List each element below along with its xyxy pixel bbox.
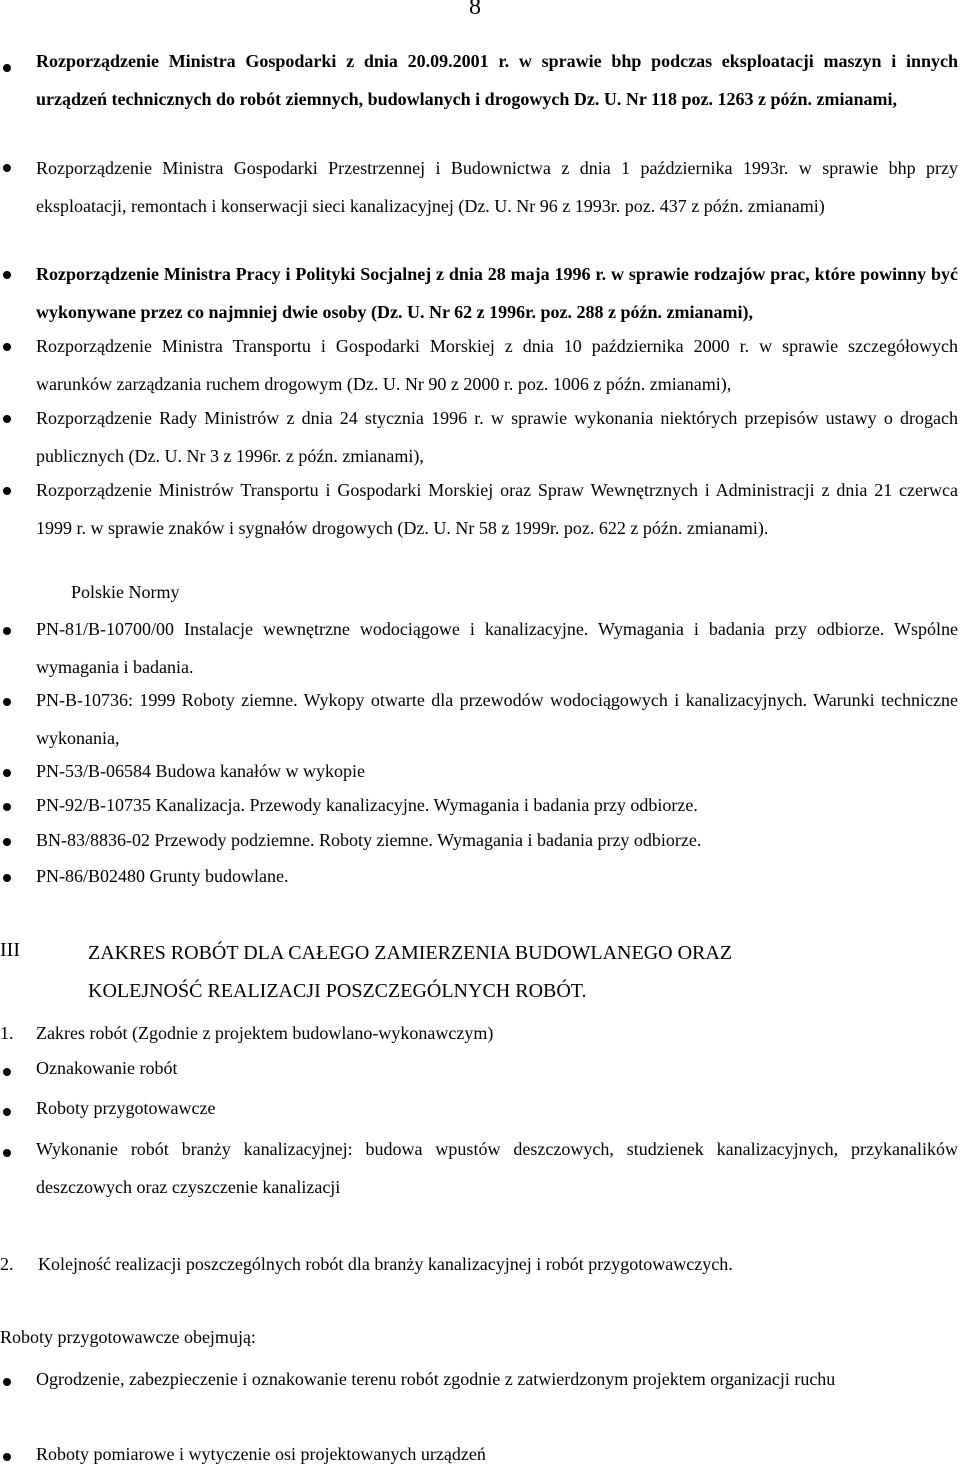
scope-item: Roboty przygotowawcze bbox=[36, 1098, 216, 1118]
order-heading: Kolejność realizacji poszczególnych robót dla branży kanalizacyjnej i robót przygotowawczych. bbox=[38, 1254, 733, 1274]
norm-item: BN-83/8836-02 Przewody podziemne. Roboty ziemne. Wymagania i badania przy odbiorze. bbox=[36, 830, 702, 850]
regulation-item: Rozporządzenie Ministra Pracy i Polityki Socjalnej z dnia 28 maja 1996 r. w sprawie rodzajów prac, które powinny być wykonywane przez co najmniej dwie osoby (Dz. U. Nr 62 z 1996r. poz. 288 z późn. zmianami), bbox=[36, 264, 958, 322]
bullet-icon bbox=[3, 64, 11, 72]
scope-item: Oznakowanie robót bbox=[36, 1058, 178, 1078]
scope-heading: Zakres robót (Zgodnie z projektem budowlano-wykonawczym) bbox=[36, 1023, 494, 1043]
bullet-icon bbox=[3, 343, 11, 351]
norm-item: PN-86/B02480 Grunty budowlane. bbox=[36, 866, 289, 886]
prep-item: Roboty pomiarowe i wytyczenie osi projektowanych urządzeń bbox=[36, 1444, 486, 1464]
bullet-icon bbox=[3, 415, 11, 423]
regulation-item: Rozporządzenie Ministrów Transportu i Gospodarki Morskiej oraz Spraw Wewnętrznych i Administracji z dnia 21 czerwca 1999 r. w sprawie znaków i sygnałów drogowych (Dz. U. Nr 58 z 1999r. poz. 622 z późn. zmianami). bbox=[36, 480, 958, 538]
prep-heading: Roboty przygotowawcze obejmują: bbox=[0, 1327, 256, 1347]
regulation-item: Rozporządzenie Ministra Gospodarki Przestrzennej i Budownictwa z dnia 1 października 1993r. w sprawie bhp przy eksploatacji, remontach i konserwacji sieci kanalizacyjnej (Dz. U. Nr 96 z 1993r. poz. 437 z późn. zmianami) bbox=[36, 158, 958, 216]
regulation-item: Rozporządzenie Rady Ministrów z dnia 24 stycznia 1996 r. w sprawie wykonania niektórych przepisów ustawy o drogach publicznych (Dz. U. Nr 3 z 1996r. z późn. zmianami), bbox=[36, 408, 958, 466]
bullet-icon bbox=[3, 769, 11, 777]
norms-heading: Polskie Normy bbox=[71, 582, 180, 602]
bullet-icon bbox=[3, 1378, 11, 1386]
prep-item: Ogrodzenie, zabezpieczenie i oznakowanie terenu robót zgodnie z zatwierdzonym projektem organizacji ruchu bbox=[36, 1369, 836, 1389]
order-number: 2. bbox=[0, 1254, 14, 1274]
bullet-icon bbox=[3, 874, 11, 882]
bullet-icon bbox=[3, 1068, 11, 1076]
regulation-item: Rozporządzenie Ministra Gospodarki z dnia 20.09.2001 r. w sprawie bhp podczas eksploatacji maszyn i innych urządzeń technicznych do robót ziemnych, budowlanych i drogowych Dz. U. Nr 118 poz. 1263 z późn. zmianami, bbox=[36, 51, 958, 109]
bullet-icon bbox=[3, 838, 11, 846]
bullet-icon bbox=[3, 1453, 11, 1461]
bullet-icon bbox=[3, 487, 11, 495]
bullet-icon bbox=[3, 627, 11, 635]
norm-item: PN-92/B-10735 Kanalizacja. Przewody kanalizacyjne. Wymagania i badania przy odbiorze. bbox=[36, 795, 698, 815]
section-title-line1: ZAKRES ROBÓT DLA CAŁEGO ZAMIERZENIA BUDOWLANEGO ORAZ bbox=[88, 942, 733, 964]
bullet-icon bbox=[3, 164, 11, 172]
scope-item: Wykonanie robót branży kanalizacyjnej: budowa wpustów deszczowych, studzienek kanalizacyjnych, przykanalików deszczowych oraz czyszczenie kanalizacji bbox=[36, 1139, 958, 1197]
page-number: 8 bbox=[469, 0, 481, 20]
section-number: III bbox=[0, 939, 20, 961]
scope-number: 1. bbox=[0, 1023, 14, 1043]
bullet-icon bbox=[3, 698, 11, 706]
norm-item: PN-81/B-10700/00 Instalacje wewnętrzne wodociągowe i kanalizacyjne. Wymagania i badania przy odbiorze. Wspólne wymagania i badania. bbox=[36, 619, 958, 677]
bullet-icon bbox=[3, 803, 11, 811]
norm-item: PN-53/B-06584 Budowa kanałów w wykopie bbox=[36, 761, 365, 781]
bullet-icon bbox=[3, 1149, 11, 1157]
bullet-icon bbox=[3, 271, 11, 279]
section-title-line2: KOLEJNOŚĆ REALIZACJI POSZCZEGÓLNYCH ROBÓT. bbox=[88, 980, 587, 1002]
norm-item: PN-B-10736: 1999 Roboty ziemne. Wykopy otwarte dla przewodów wodociągowych i kanalizacyjnych. Warunki techniczne wykonania, bbox=[36, 690, 958, 748]
regulation-item: Rozporządzenie Ministra Transportu i Gospodarki Morskiej z dnia 10 października 2000 r. w sprawie szczegółowych warunków zarządzania ruchem drogowym (Dz. U. Nr 90 z 2000 r. poz. 1006 z późn. zmianami), bbox=[36, 336, 958, 394]
bullet-icon bbox=[3, 1108, 11, 1116]
